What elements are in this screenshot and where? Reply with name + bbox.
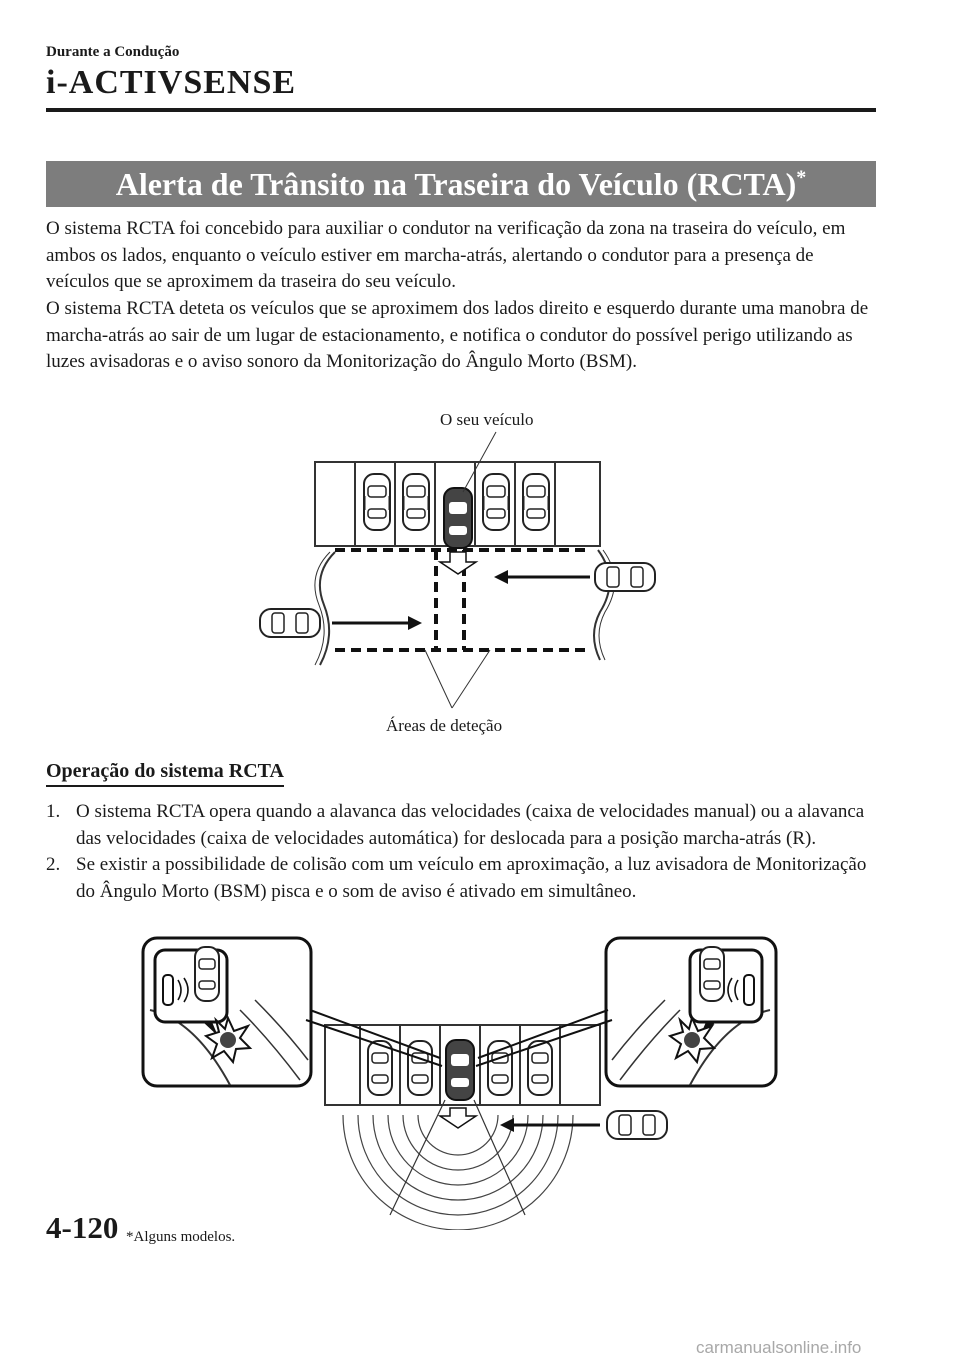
- step-item: [46, 852, 886, 905]
- banner-asterisk: *: [796, 166, 807, 189]
- step-text: Se existir a possibilidade de colisão com um veículo em aproximação, a luz avisadora de Monitorização do Ângulo Morto (BSM) pisca e o som de aviso é ativado em simultâneo.: [76, 854, 867, 902]
- step-number: 1.: [46, 801, 61, 822]
- chapter-title: i-ACTIVSENSE: [46, 64, 297, 101]
- banner-title: Alerta de Trânsito na Traseira do Veículo (RCTA): [115, 166, 797, 202]
- operation-steps: [46, 799, 886, 905]
- header-divider: [46, 108, 876, 112]
- operation-heading: Operação do sistema RCTA: [46, 760, 284, 787]
- section-title: Durante a Condução: [46, 44, 180, 60]
- intro-paragraph-2: O sistema RCTA deteta os veículos que se aproximem dos lados direito e esquerdo durante uma manobra de marcha-atrás ao sair de um lugar de estacionamento, e notifica o condutor do possível perigo utilizando as luzes avisadoras e o aviso sonoro da Monitorização do Ângulo Morto (BSM).: [46, 298, 869, 372]
- step-text: O sistema RCTA opera quando a alavanca das velocidades (caixa de velocidades manual) ou a alavanca das velocidades (caixa de velocidades automática) for deslocada para a posição marcha-atrás (R).: [76, 801, 865, 849]
- rcta-warning-diagram: [130, 930, 790, 1230]
- step-item: [46, 799, 886, 852]
- footnote: *Alguns modelos.: [126, 1229, 236, 1245]
- intro-paragraph-1: O sistema RCTA foi concebido para auxiliar o condutor na verificação da zona na traseira do veículo, em ambos os lados, enquanto o veículo estiver em marcha-atrás, alertando o condutor para a presença de veículos que se aproximem da traseira do seu veículo.: [46, 218, 846, 292]
- rcta-detection-diagram: [250, 400, 710, 745]
- page-number: 4-120: [46, 1210, 119, 1245]
- your-vehicle-label: O seu veículo: [440, 410, 534, 429]
- watermark: carmanualsonline.info: [696, 1338, 862, 1357]
- step-number: 2.: [46, 854, 61, 875]
- topic-banner: [46, 161, 876, 207]
- detection-areas-label: Áreas de deteção: [386, 716, 503, 735]
